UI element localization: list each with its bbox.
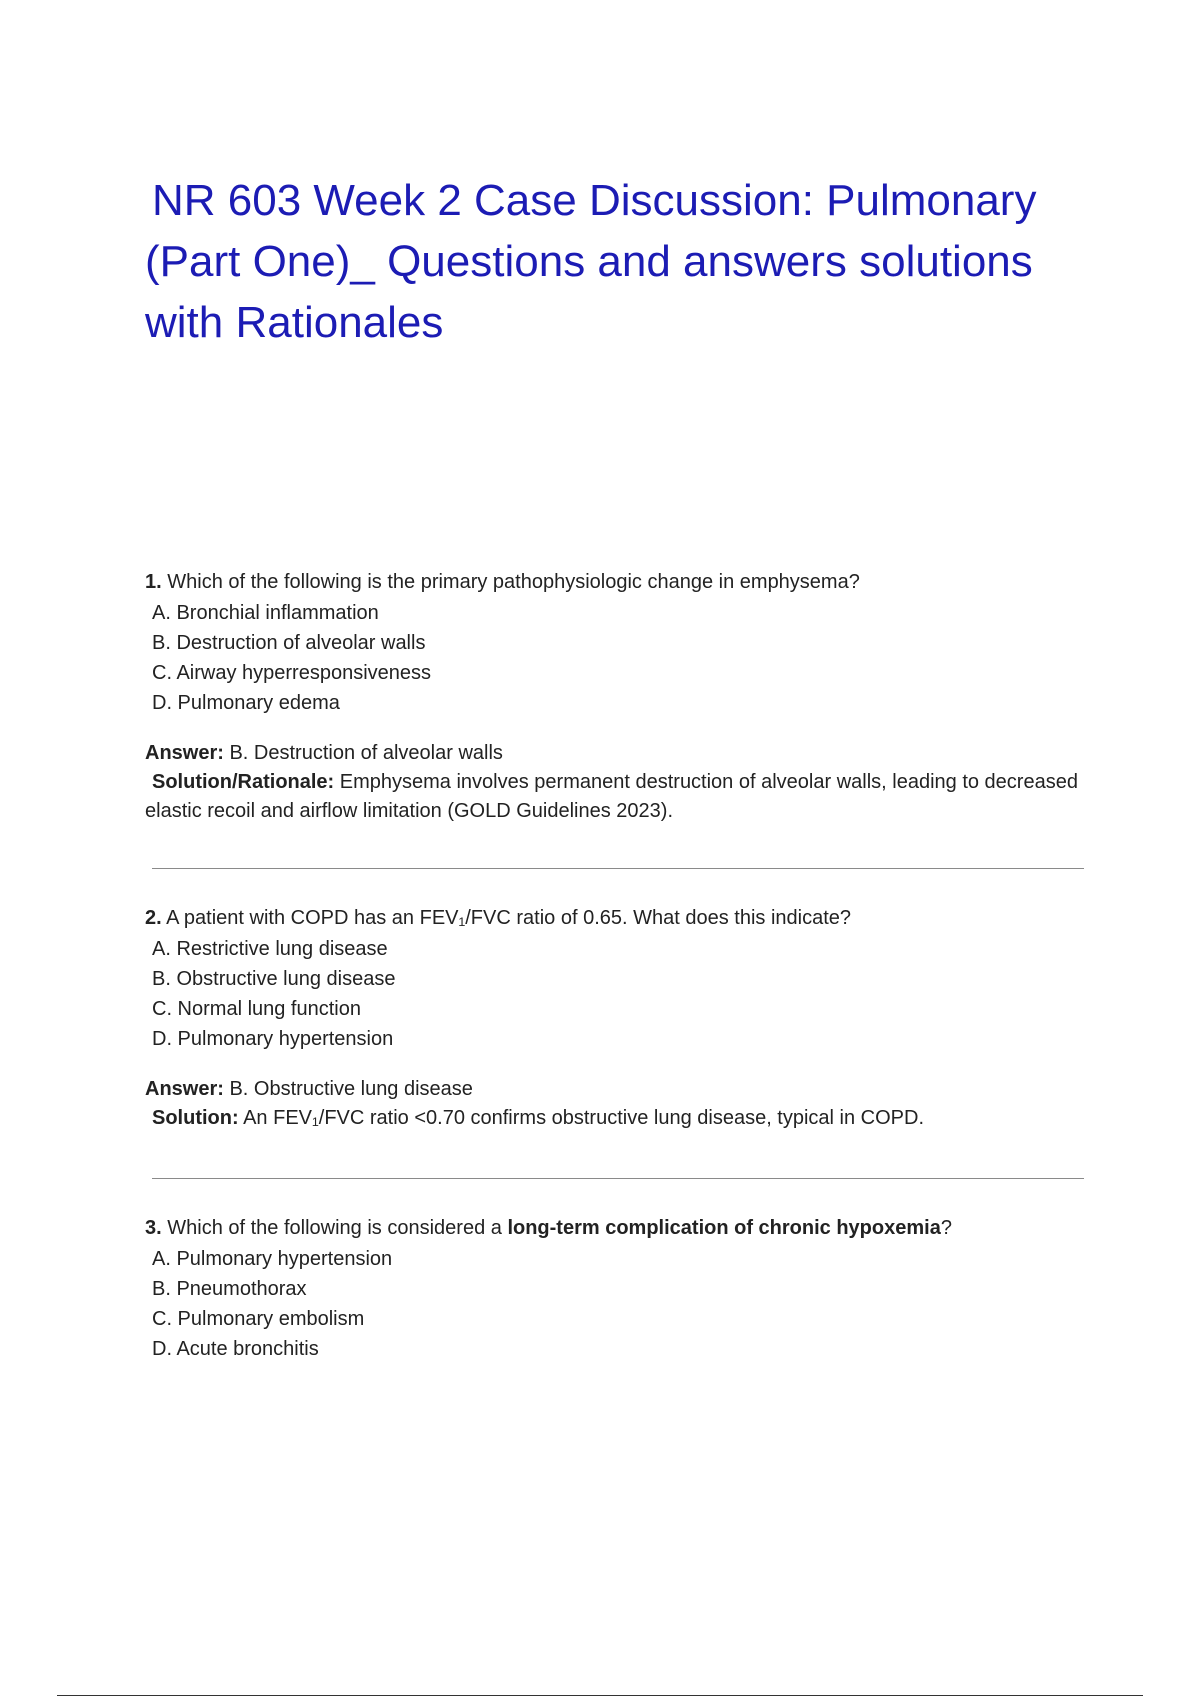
question-text: Which of the following is the primary pathophysiologic change in emphysema? — [167, 571, 860, 593]
option-b: B. Pneumothorax — [152, 1278, 307, 1300]
document-title — [145, 170, 1095, 353]
option-d: D. Pulmonary edema — [152, 692, 340, 714]
question-number: 1. — [145, 571, 162, 593]
title-line-1: NR 603 Week 2 Case Discussion: Pulmonary — [152, 176, 1037, 225]
answer-line — [145, 738, 1095, 768]
question-stem — [145, 1214, 1095, 1242]
option-a: A. Bronchial inflammation — [152, 602, 379, 624]
option-list — [145, 598, 1095, 718]
question-text-emphasis: long-term complication of chronic hypoxemia — [507, 1217, 941, 1239]
answer-block — [145, 738, 1095, 826]
answer-block — [145, 1074, 1095, 1133]
option-list — [145, 934, 1095, 1054]
rationale — [145, 1104, 1095, 1133]
answer-label: Answer: — [145, 742, 224, 764]
answer-text: B. Destruction of alveolar walls — [229, 742, 503, 764]
option-d: D. Pulmonary hypertension — [152, 1028, 394, 1050]
question-1 — [145, 568, 1095, 826]
option-list — [145, 1244, 1095, 1364]
answer-label: Answer: — [145, 1078, 224, 1100]
option-d: D. Acute bronchitis — [152, 1338, 319, 1360]
option-b: B. Obstructive lung disease — [152, 968, 396, 990]
title-line-3: with Rationales — [145, 298, 444, 347]
question-text-prefix: Which of the following is considered a — [167, 1217, 508, 1239]
section-divider — [152, 1178, 1084, 1179]
rationale-label: Solution: — [152, 1107, 239, 1129]
option-c: C. Normal lung function — [152, 998, 361, 1020]
option-c: C. Pulmonary embolism — [152, 1308, 365, 1330]
question-stem — [145, 568, 1095, 596]
rationale-label: Solution/Rationale: — [152, 771, 335, 793]
section-divider — [152, 868, 1084, 869]
question-number: 3. — [145, 1217, 162, 1239]
answer-text: B. Obstructive lung disease — [229, 1078, 473, 1100]
option-a: A. Pulmonary hypertension — [152, 1248, 393, 1270]
rationale-text: Emphysema involves permanent destruction of alveolar walls, leading to decreased elastic recoil and airflow limitation (GOLD Guidelines 2023). — [145, 771, 1078, 822]
option-a: A. Restrictive lung disease — [152, 938, 388, 960]
title-line-2: (Part One)_ Questions and answers solutions — [145, 237, 1033, 286]
question-text: A patient with COPD has an FEV₁/FVC ratio of 0.65. What does this indicate? — [166, 907, 852, 929]
question-3 — [145, 1214, 1095, 1364]
question-number: 2. — [145, 907, 162, 929]
question-2 — [145, 904, 1095, 1133]
answer-line — [145, 1074, 1095, 1104]
option-c: C. Airway hyperresponsiveness — [152, 662, 432, 684]
question-text-suffix: ? — [940, 1217, 952, 1239]
option-b: B. Destruction of alveolar walls — [152, 632, 426, 654]
rationale-text: An FEV₁/FVC ratio <0.70 confirms obstructive lung disease, typical in COPD. — [243, 1107, 925, 1129]
rationale — [145, 768, 1095, 826]
question-stem — [145, 904, 1095, 932]
page-bottom-rule — [57, 1695, 1143, 1696]
